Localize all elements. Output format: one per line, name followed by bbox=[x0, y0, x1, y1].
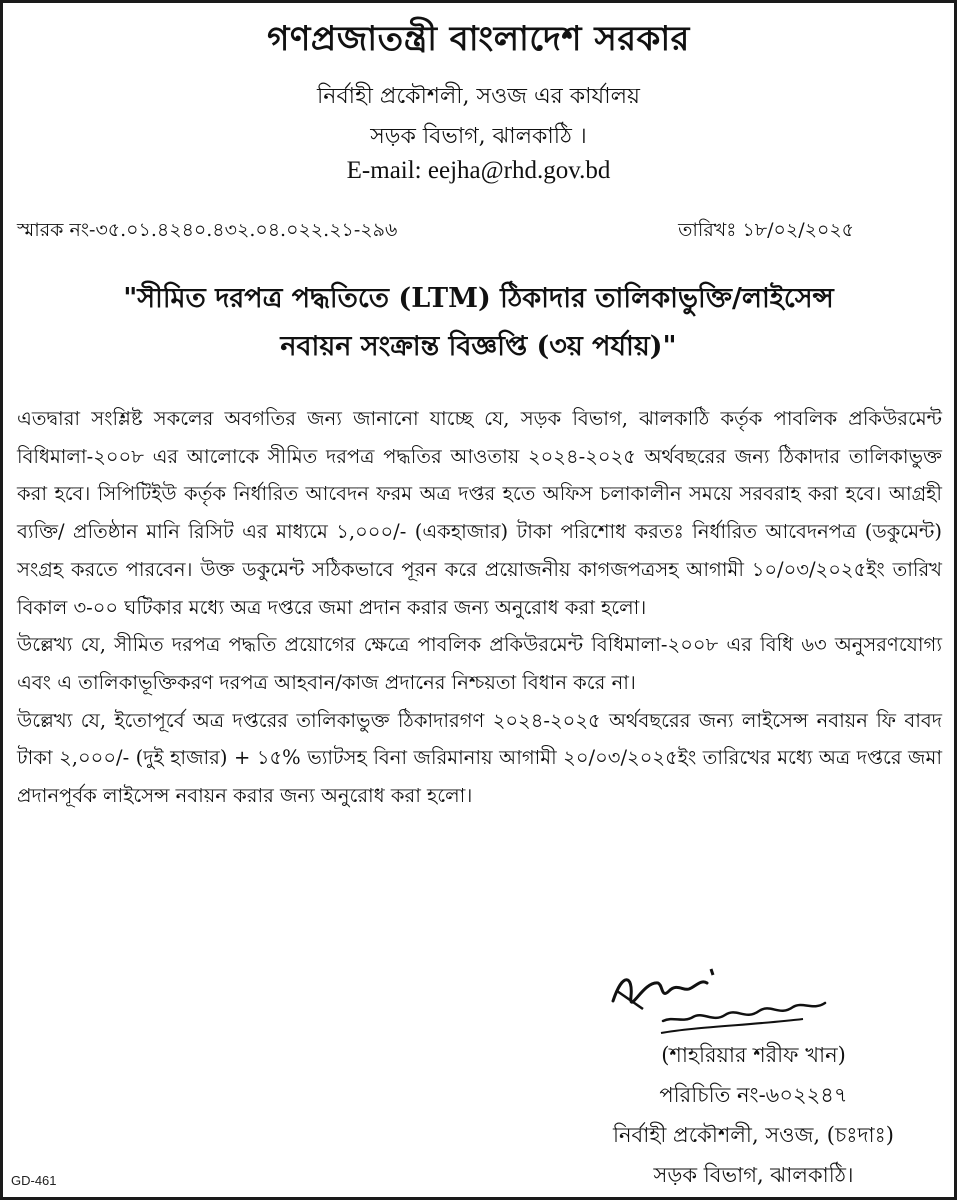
notice-headline bbox=[23, 275, 934, 371]
handwritten-signature bbox=[603, 961, 843, 1041]
headline-line-2: নবায়ন সংক্রান্ত বিজ্ঞপ্তি (৩য় পর্যায়)" bbox=[280, 331, 677, 362]
footer-code: GD-461 bbox=[11, 1173, 57, 1188]
department-name: সড়ক বিভাগ, ঝালকাঠি । bbox=[370, 124, 587, 149]
headline-line-1: "সীমিত দরপত্র পদ্ধতিতে (LTM) ঠিকাদার তালিকাভুক্তি/লাইসেন্স bbox=[123, 283, 834, 314]
body-paragraph-2: উল্লেখ্য যে, সীমিত দরপত্র পদ্ধতি প্রয়োগের ক্ষেত্রে পাবলিক প্রকিউরমেন্ট বিধিমালা-২০০৮ এর বিধি ৬৩ অনুসরণযোগ্য এবং এ তালিকাভূক্তিকরণ দরপত্র আহবান/কাজ প্রদানের নিশ্চয়তা বিধান করে না। bbox=[17, 633, 942, 694]
memo-date: তারিখঃ ১৮/০২/২০২৫ bbox=[678, 219, 854, 241]
signatory-id: পরিচিতি নং-৬০২২৪৭ bbox=[659, 1083, 848, 1107]
notice-body bbox=[17, 400, 942, 815]
signatory-block bbox=[613, 1035, 894, 1195]
signatory-name: (শাহরিয়ার শরীফ খান) bbox=[661, 1043, 846, 1067]
body-paragraph-1: এতদ্বারা সংশ্লিষ্ট সকলের অবগতির জন্য জানানো যাচ্ছে যে, সড়ক বিভাগ, ঝালকাঠি কর্তৃক পাবলিক প্রকিউরমেন্ট বিধিমালা-২০০৮ এর আলোকে সীমিত দরপত্র পদ্ধতির আওতায় ২০২৪-২০২৫ অর্থবছরের জন্য ঠিকাদার তালিকাভুক্ত করা হবে। সিপিটিইউ কর্তৃক নির্ধারিত আবেদন ফরম অত্র দপ্তর হতে অফিস চলাকালীন সময়ে সরবরাহ করা হবে। আগ্রহী ব্যক্তি/ প্রতিষ্ঠান মানি রিসিট এর মাধ্যমে ১,০০০/- (একহাজার) টাকা পরিশোধ করতঃ নির্ধারিত আবেদনপত্র (ডকুমেন্ট) সংগ্রহ করতে পারবেন। উক্ত ডকুমেন্ট সঠিকভাবে পূরন করে প্রয়োজনীয় কাগজপত্রসহ আগামী ১০/০৩/২০২৫ইং তারিখ বিকাল ৩-০০ ঘটিকার মধ্যে অত্র দপ্তরে জমা প্রদান করার জন্য অনুরোধ করা হলো। bbox=[17, 407, 942, 619]
office-email: E-mail: eejha@rhd.gov.bd bbox=[346, 157, 611, 184]
memo-number: স্মারক নং-৩৫.০১.৪২৪০.৪৩২.০৪.০২২.২১-২৯৬ bbox=[17, 219, 398, 241]
office-name: নির্বাহী প্রকৌশলী, সওজ এর কার্যালয় bbox=[317, 84, 640, 109]
signatory-department: সড়ক বিভাগ, ঝালকাঠি। bbox=[653, 1163, 854, 1187]
government-title: গণপ্রজাতন্ত্রী বাংলাদেশ সরকার bbox=[267, 19, 690, 59]
body-paragraph-3: উল্লেখ্য যে, ইতোপূর্বে অত্র দপ্তরের তালিকাভুক্ত ঠিকাদারগণ ২০২৪-২০২৫ অর্থবছরের জন্য লাইসেন্স নবায়ন ফি বাবদ টাকা ২,০০০/- (দুই হাজার) + ১৫% ভ্যাটসহ বিনা জরিমানায় আগামী ২০/০৩/২০২৫ইং তারিখের মধ্যে অত্র দপ্তরে জমা প্রদানপূর্বক লাইসেন্স নবায়ন করার জন্য অনুরোধ করা হলো। bbox=[17, 708, 942, 808]
signatory-designation: নির্বাহী প্রকৌশলী, সওজ, (চঃদাঃ) bbox=[613, 1123, 894, 1147]
